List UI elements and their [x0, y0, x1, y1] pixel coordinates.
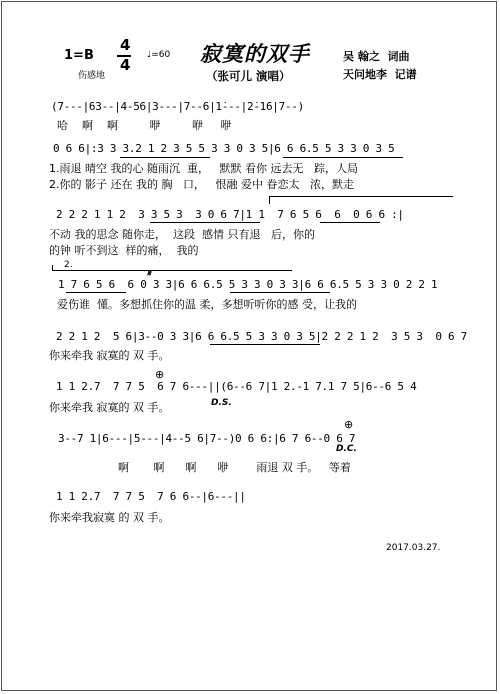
singer-credit: （张可儿 演唱）	[206, 69, 291, 83]
song-title: 寂寞的双手	[200, 41, 310, 66]
notation-line-7: 3--7 1|6---|5---|4--5 6|7--)0 6 6:|6 7 6--0 6 7	[58, 432, 356, 445]
notation-line-4: 1 7 6 5 6 6 0 3 3|6 6 6.5 5 3 3 0 3 3|6 6 6.5 5 3 3 0 2 2 1	[58, 278, 438, 291]
volta-2-bracket	[52, 270, 292, 271]
volta-2-label: 2.	[64, 260, 73, 270]
lyric-line-6: 你来牵我 寂寞的 双 手。	[49, 401, 170, 414]
dal-segno-mark: D.S.	[211, 398, 232, 408]
notation-line-3: 2 2 2 1 1 2 3 3 5 3 3 0 6 7|1 1 7 6 5 6 6 0 6 6 :|	[56, 208, 404, 221]
time-signature-numerator: 4	[120, 36, 131, 54]
lyric-line-8: 你来牵我寂寞 的 双 手。	[49, 511, 170, 524]
beam-underline	[320, 222, 380, 223]
lyric-line-4: 爱伤谁 懂。多想抓住你的温 柔，多想听听你的感 受，让我的	[57, 298, 357, 311]
beam-underline	[230, 292, 330, 293]
volta-1-bracket-edge	[269, 196, 270, 204]
key-signature: 1=B	[64, 48, 94, 63]
coda-mark-2: ⊕	[344, 418, 354, 431]
lyric-line-2a: 1.雨退 晴空 我的心 随雨沉 重， 默默 看你 远去无 踪，人局	[49, 162, 358, 175]
beam-underline	[66, 292, 126, 293]
lyric-line-7: 啊 啊 啊 咿 雨退 双 手。 等着	[118, 461, 351, 474]
notation-line-1: (7---|6̇3--|4-56|3---|7--6|1̇---|2̇-1̇6|7--)	[51, 100, 304, 113]
da-capo-mark: D.C.	[336, 444, 357, 454]
notation-line-2: 0 6 6|:3 3 3.2 1 2 3 5 5 3 3 0 3 5|6 6 6.5 5 3 3 0 3 5	[53, 142, 395, 155]
lyricist-credit: 吴 翰之 词曲	[343, 50, 410, 63]
lyric-line-3b: 的钟 听不到这 样的痛， 我的	[49, 244, 199, 257]
notation-line-5: 2 2 1 2 5 6|3--0 3 3|6 6 6.5 5 3 3 0 3 5|2 2 2 1 2 3 5 3 0 6 7	[56, 330, 467, 343]
beam-underline	[120, 157, 210, 158]
beam-underline	[210, 344, 320, 345]
expression-marking: 伤感地	[78, 71, 106, 81]
beam-underline	[283, 157, 403, 158]
date-stamp: 2017.03.27.	[386, 543, 441, 553]
tempo-marking: ♩=60	[147, 50, 171, 60]
time-signature-denominator: 4	[120, 56, 131, 74]
beam-underline	[150, 222, 260, 223]
lyric-line-5: 你来牵我 寂寞的 双 手。	[49, 349, 170, 362]
segno-mark: 𝄋	[147, 269, 151, 279]
coda-mark: ⊕	[155, 368, 165, 381]
volta-2-bracket-edge	[52, 265, 53, 271]
arranger-credit: 天问地李 记谱	[343, 68, 417, 81]
notation-line-8: 1 1 2.7 7 7 5 7 6 6--|6---||	[56, 490, 246, 503]
lyric-line-3a: 不动 我的思念 随你走， 这段 感情 只有退 后，你的	[49, 228, 315, 241]
lyric-line-1: 哈 啊 啊 咿 咿 咿	[57, 119, 232, 132]
notation-line-6: 1 1 2.7 7 7 5 6 7 6---||(6--6 7|1 2.-1 7.1 7 5|6--6 5 4	[56, 380, 417, 393]
volta-1-bracket	[269, 196, 453, 197]
lyric-line-2b: 2.你的 影子 还在 我的 胸 口， 恨融 爱中 眷恋太 浓，默走	[49, 178, 354, 191]
